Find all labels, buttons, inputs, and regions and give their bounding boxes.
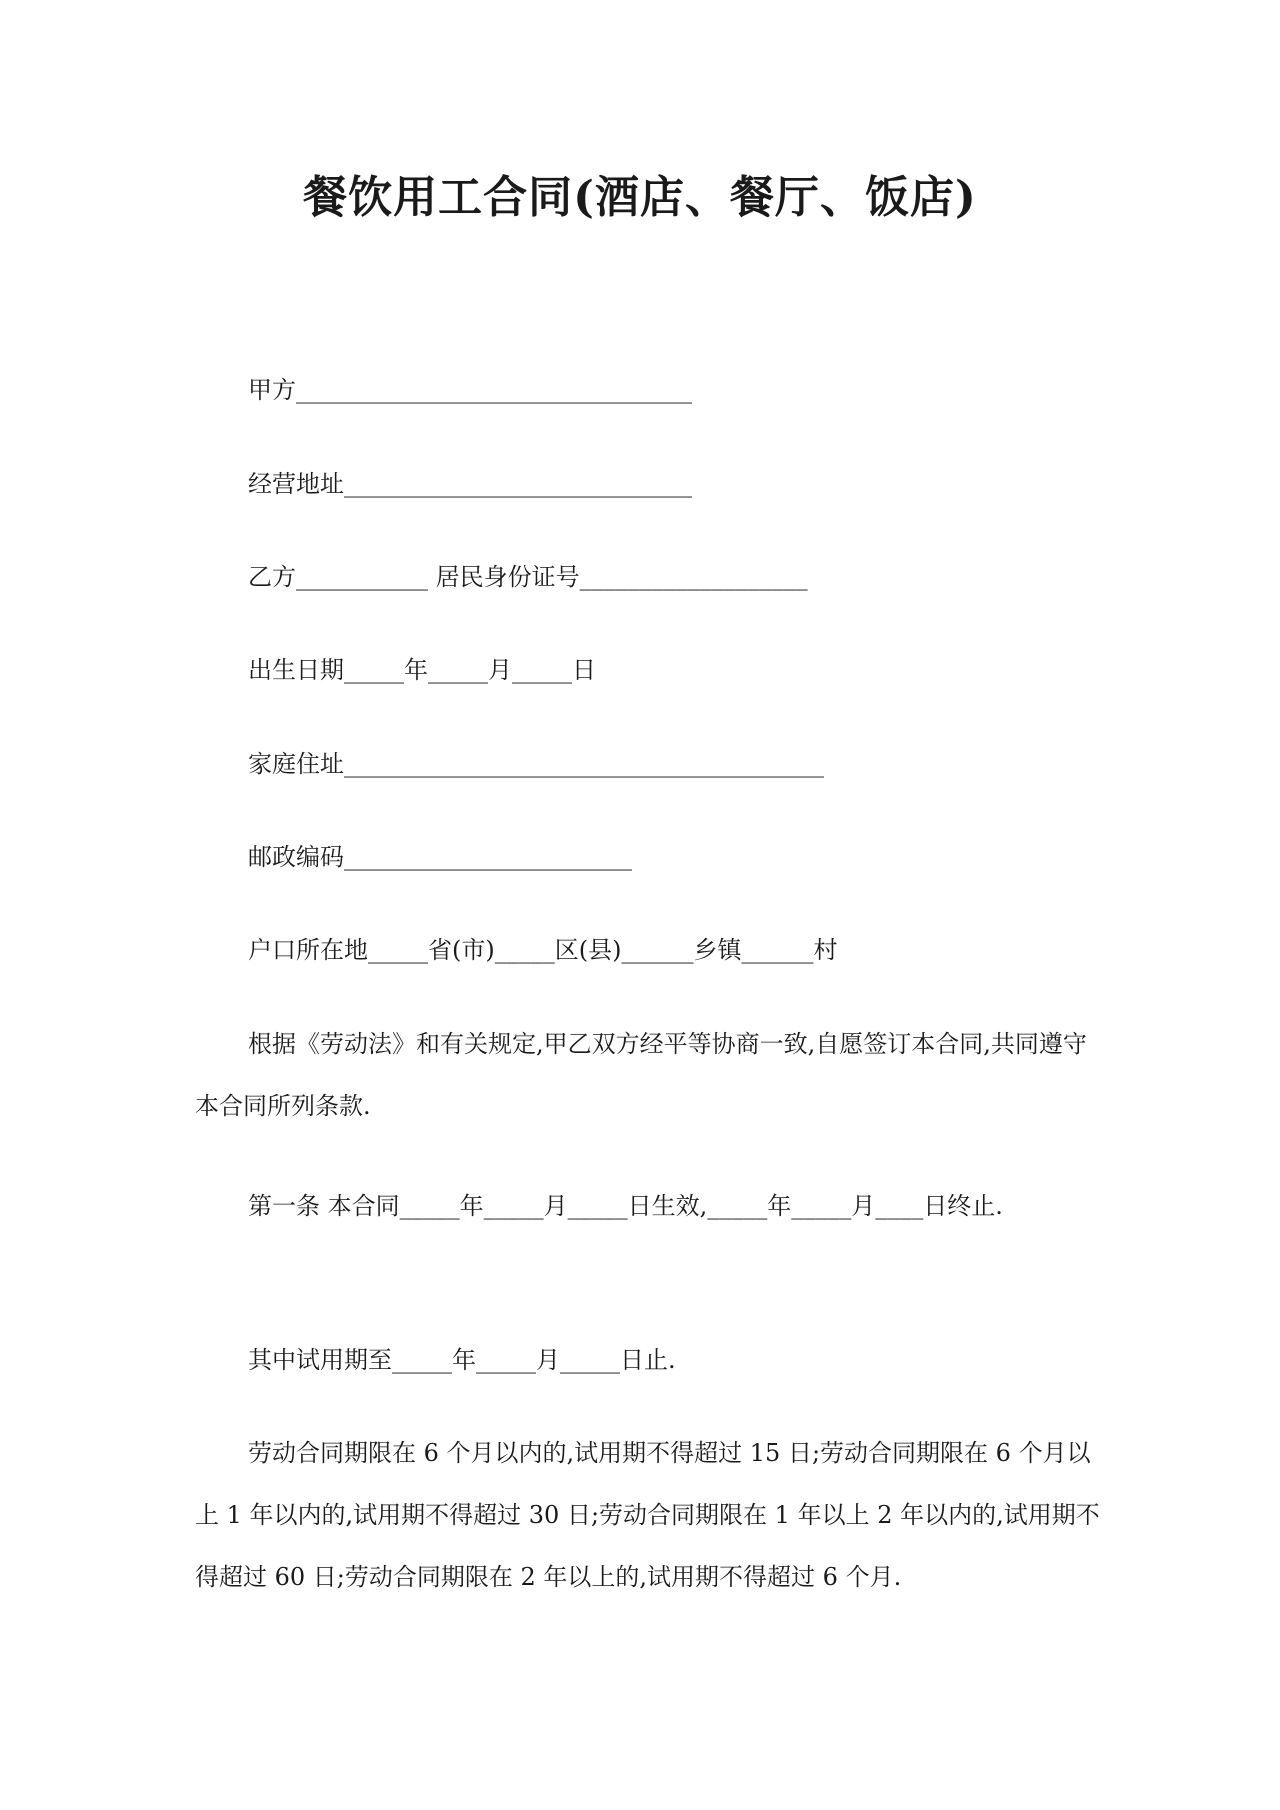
article-1-paragraph: 第一条 本合同_____年_____月_____日生效,_____年_____月____日终止. — [248, 1192, 1003, 1220]
home-address-field: 家庭住址________________________________________ — [248, 750, 824, 778]
probation-paragraph: 其中试用期至_____年_____月_____日止. — [248, 1346, 676, 1374]
document-title: 餐饮用工合同(酒店、餐厅、饭店) — [303, 172, 977, 223]
birth-date-field: 出生日期_____年_____月_____日 — [248, 656, 596, 684]
party-b-field: 乙方___________ 居民身份证号___________________ — [248, 563, 808, 591]
party-a-field: 甲方_________________________________ — [248, 376, 692, 404]
household-registration-field: 户口所在地_____省(市)_____区(县)______乡镇______村 — [248, 936, 838, 964]
preamble-paragraph: 根据《劳动法》和有关规定,甲乙双方经平等协商一致,自愿签订本合同,共同遵守本合同所列条款. — [195, 1030, 1087, 1120]
probation-rules-paragraph: 劳动合同期限在 6 个月以内的,试用期不得超过 15 日;劳动合同期限在 6 个月以上 1 年以内的,试用期不得超过 30 日;劳动合同期限在 1 年以上 2 年以内的,试用期不得超过 60 日;劳动合同期限在 2 年以上的,试用期不得超过 6 个月. — [195, 1439, 1100, 1591]
postal-code-field: 邮政编码________________________ — [248, 843, 632, 871]
business-address-field: 经营地址_____________________________ — [248, 470, 692, 498]
